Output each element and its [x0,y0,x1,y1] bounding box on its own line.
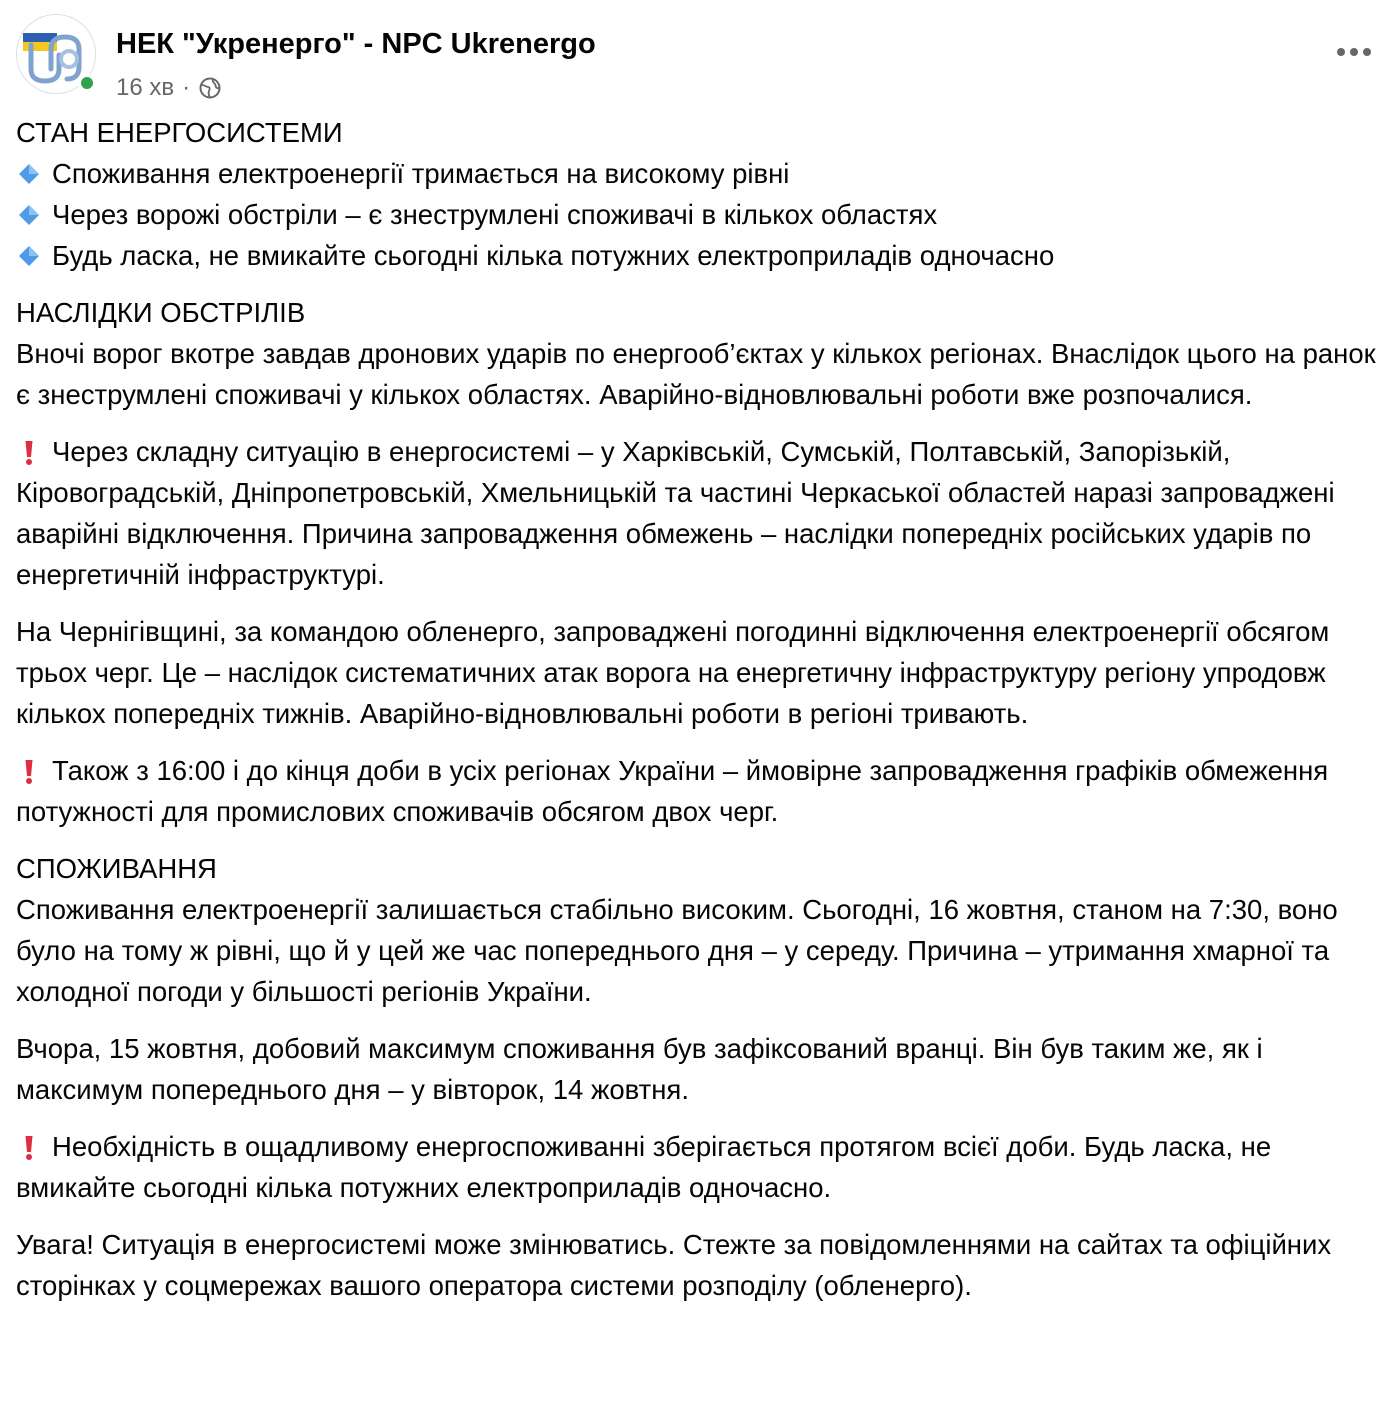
section-heading-grid-status: СТАН ЕНЕРГОСИСТЕМИ [16,117,343,148]
red-exclamation-icon [16,1133,42,1161]
red-exclamation-icon [16,438,42,466]
section-heading-consumption: СПОЖИВАННЯ [16,853,217,884]
small-blue-diamond-icon [16,242,42,270]
paragraph: На Чернігівщині, за командою обленерго, запроваджені погодинні відключення електроенергії обсягом трьох черг. Це – наслідок систематичних атак ворога на енергетичну інфраструктуру регіону упродовж кількох попередніх тижнів. Аварійно-відновлювальні роботи в регіоні тривають. [16,616,1330,729]
paragraph: Споживання електроенергії залишається стабільно високим. Сьогодні, 16 жовтня, станом на 7:30, воно було на тому ж рівні, що й у цей же час попереднього дня – у середу. Причина – утримання хмарної та холодної погоди у більшості регіонів України. [16,894,1338,1007]
post-message [16,112,1378,1306]
alert-paragraph [16,1126,1378,1208]
online-status-dot [78,74,96,92]
bullet-item [16,194,1378,235]
alert-paragraph [16,750,1378,832]
bullet-text: Будь ласка, не вмикайте сьогодні кілька потужних електроприладів одночасно [52,240,1055,271]
bullet-text: Через ворожі обстріли – є знеструмлені споживачі в кількох областях [52,199,938,230]
alert-text: Через складну ситуацію в енергосистемі – у Харківській, Сумській, Полтавській, Запорізькій, Кіровоградській, Дніпропетровській, Хмельницькій та частині Черкаської областей наразі запроваджені аварійні відключення. Причина запровадження обмежень – наслідки попередніх російських ударів по енергетичній інфраструктурі. [16,436,1335,590]
page-name-link[interactable]: НЕК "Укренерго" - NPC Ukrenergo [116,28,596,60]
paragraph: Вночі ворог вкотре завдав дронових ударів по енергооб’єктах у кількох регіонах. Внаслідок цього на ранок є знеструмлені споживачі у кількох областях. Аварійно-відновлювальні роботи вже розпочалися. [16,338,1376,410]
alert-paragraph [16,431,1378,595]
small-blue-diamond-icon [16,201,42,229]
alert-text: Необхідність в ощадливому енергоспоживанні зберігається протягом всієї доби. Будь ласка, не вмикайте сьогодні кілька потужних електроприладів одночасно. [16,1131,1272,1203]
section-heading-shelling-consequences: НАСЛІДКИ ОБСТРІЛІВ [16,297,306,328]
bullet-item [16,153,1378,194]
more-horizontal-icon [1336,47,1372,57]
paragraph: Вчора, 15 жовтня, добовий максимум споживання був зафіксований вранці. Він був таким же, як і максимум попереднього дня – у вівторок, 14 жовтня. [16,1033,1263,1105]
post-meta [116,74,222,102]
post-header [16,14,1384,101]
red-exclamation-icon [16,757,42,785]
bullet-item [16,235,1378,276]
bullet-text: Споживання електроенергії тримається на високому рівні [52,158,790,189]
small-blue-diamond-icon [16,160,42,188]
alert-text: Також з 16:00 і до кінця доби в усіх регіонах України – ймовірне запровадження графіків обмеження потужності для промислових споживачів обсягом двох черг. [16,755,1329,827]
more-options-button[interactable] [1330,36,1378,68]
globe-icon[interactable] [198,76,222,100]
post-timestamp[interactable]: 16 хв [116,74,175,101]
meta-separator: · [182,74,191,101]
paragraph: Увага! Ситуація в енергосистемі може змінюватись. Стежте за повідомленнями на сайтах та офіційних сторінках у соцмережах вашого оператора системи розподілу (обленерго). [16,1229,1332,1301]
